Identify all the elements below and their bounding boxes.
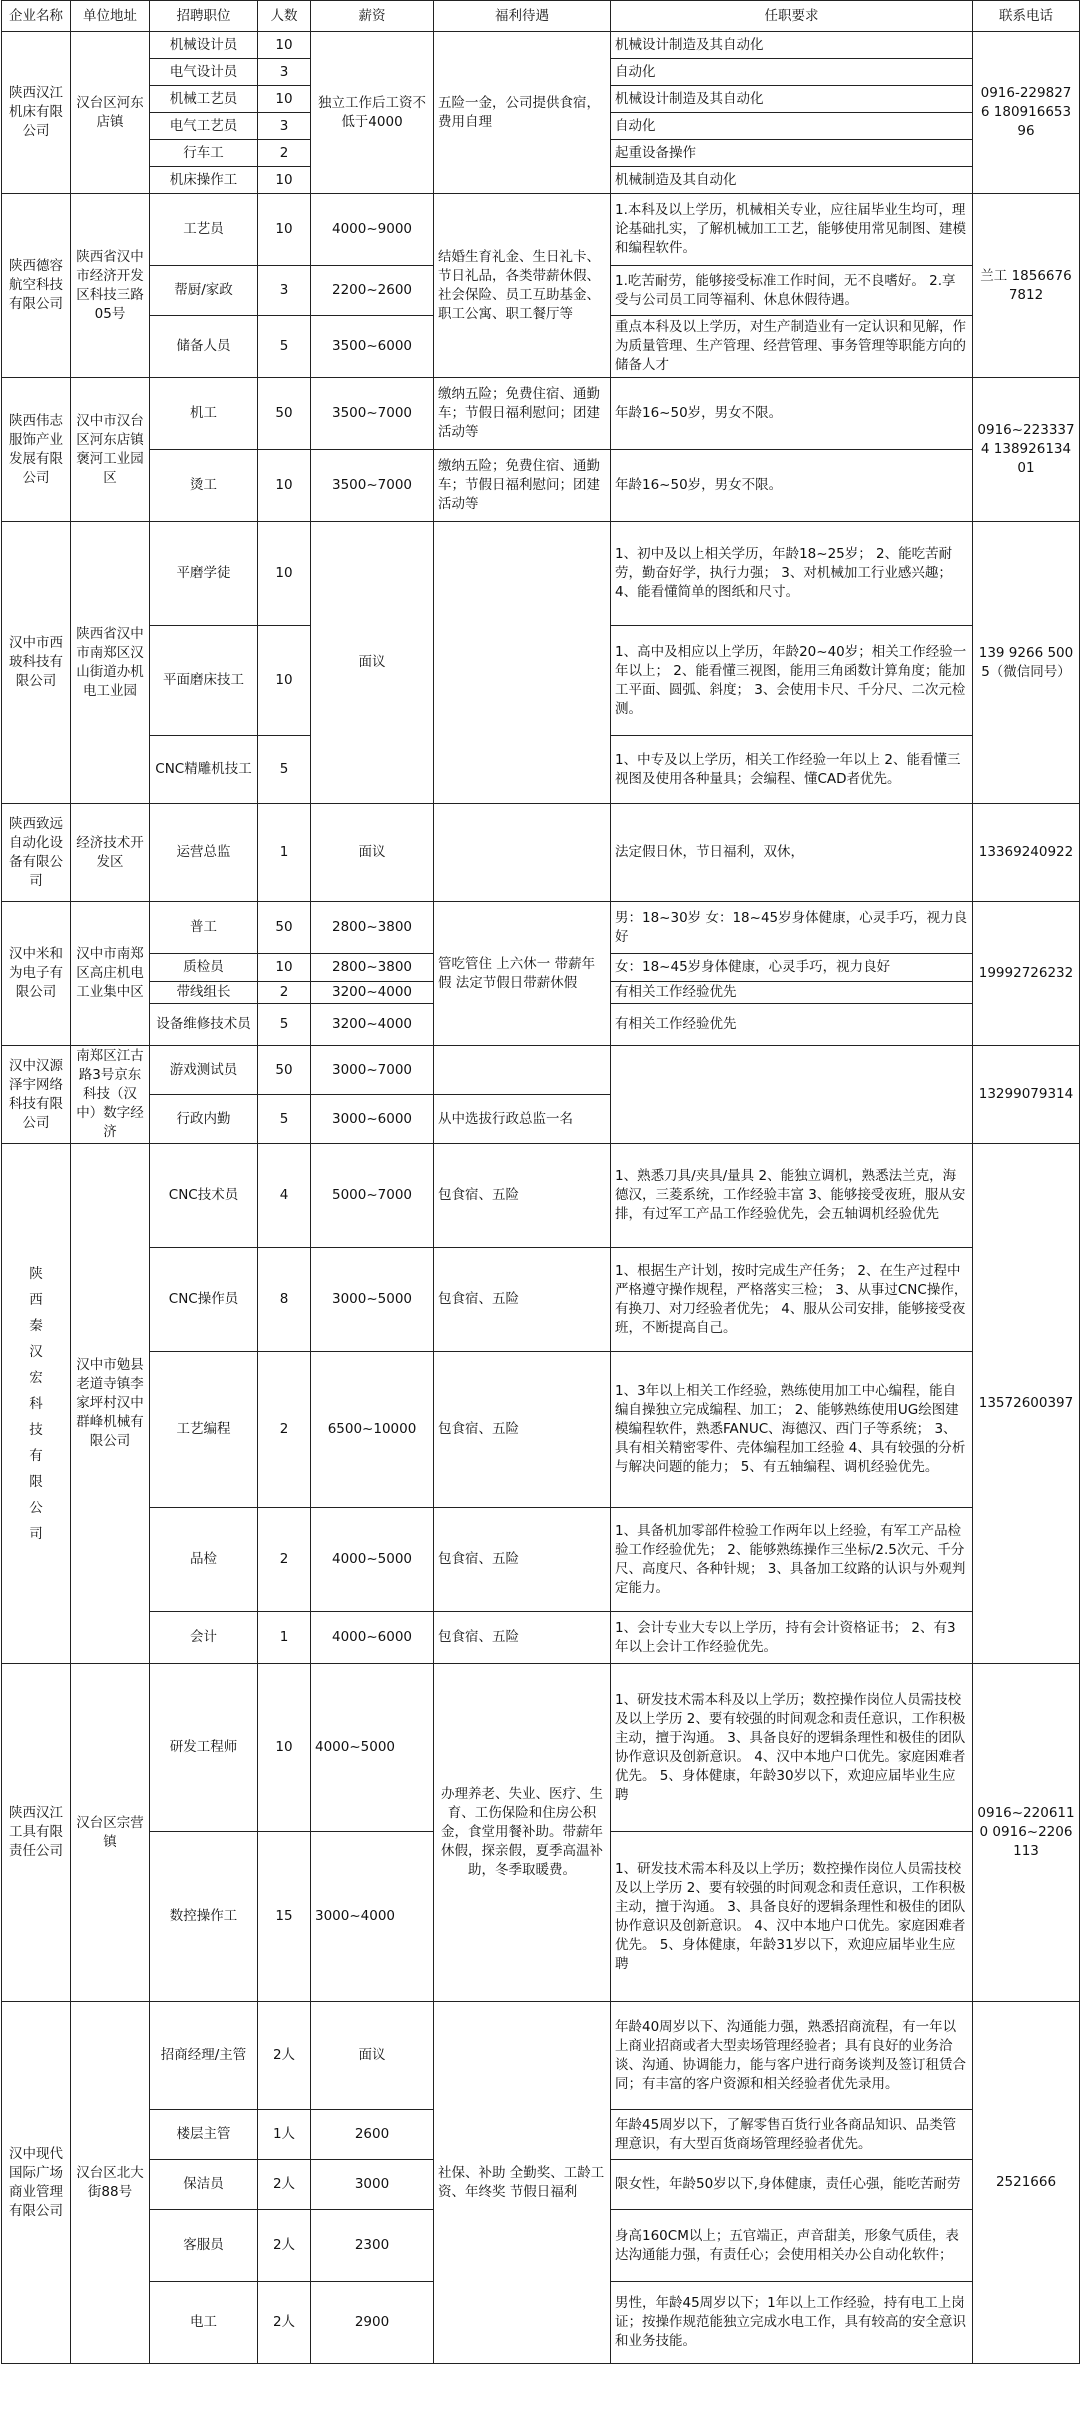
requirement: 1、研发技术需本科及以上学历；数控操作岗位人员需技校及以上学历 2、要有较强的时间观念和责任意识，工作积极主动，擅于沟通。 3、具备良好的逻辑条理性和极佳的团队协作意识及创新意识。 4、汉中本地户口优先。家庭困难者优先。 5、身体健康，年龄30岁以下，欢迎应届毕业生应聘 xyxy=(611,1664,973,1832)
job-title: 工艺编程 xyxy=(150,1352,258,1508)
requirement: 1、高中及相应以上学历，年龄20~40岁；相关工作经验一年以上； 2、能看懂三视图，能用三角函数计算角度；能加工平面、圆弧、斜度； 3、会使用卡尺、千分尺、二次元检测。 xyxy=(611,626,973,736)
job-count: 2人 xyxy=(258,2160,311,2210)
table-row xyxy=(2,32,1080,59)
job-count: 50 xyxy=(258,1046,311,1095)
requirement: 男：18~30岁 女：18~45岁身体健康，心灵手巧，视力良好 xyxy=(611,902,973,954)
welfare: 社保、补助 全勤奖、工龄工资、年终奖 节假日福利 xyxy=(434,2002,611,2364)
header-row xyxy=(2,1,1080,32)
table-row xyxy=(2,450,1080,522)
welfare: 办理养老、失业、医疗、生育、工伤保险和住房公积金，食堂用餐补助。带薪年休假，探亲假，夏季高温补助，冬季取暖费。 xyxy=(434,1664,611,2002)
job-title: 品检 xyxy=(150,1508,258,1612)
table-row xyxy=(2,378,1080,450)
company-address: 汉台区北大街88号 xyxy=(71,2002,150,2364)
salary: 4000~9000 xyxy=(311,194,434,266)
contact-phone: 2521666 xyxy=(973,2002,1080,2364)
job-title: 机床操作工 xyxy=(150,167,258,194)
contact-phone: 13369240922 xyxy=(973,804,1080,902)
job-title: 研发工程师 xyxy=(150,1664,258,1832)
company-name: 汉中现代国际广场商业管理有限公司 xyxy=(2,2002,71,2364)
requirement: 1.吃苦耐劳，能够接受标准工作时间，无不良嗜好。 2.享受与公司员工同等福利、休息休假待遇。 xyxy=(611,266,973,316)
salary: 2900 xyxy=(311,2282,434,2364)
salary: 2300 xyxy=(311,2210,434,2282)
welfare: 包食宿、五险 xyxy=(434,1248,611,1352)
salary: 面议 xyxy=(311,2002,434,2110)
salary: 3000~4000 xyxy=(311,1832,434,2002)
company-name: 汉中市西玻科技有限公司 xyxy=(2,522,71,804)
company-address: 经济技术开发区 xyxy=(71,804,150,902)
requirement: 年龄40周岁以下、沟通能力强，熟悉招商流程，有一年以上商业招商或者大型卖场管理经验者；具有良好的业务洽谈、沟通、协调能力，能与客户进行商务谈判及签订租赁合同；有丰富的客户资源和相关经验者优先录用。 xyxy=(611,2002,973,2110)
contact-phone: 139 9266 5005（微信同号） xyxy=(973,522,1080,804)
salary: 面议 xyxy=(311,804,434,902)
job-title: 电气设计员 xyxy=(150,59,258,86)
job-count: 10 xyxy=(258,86,311,113)
header-salary: 薪资 xyxy=(311,1,434,32)
requirement: 1、中专及以上学历，相关工作经验一年以上 2、能看懂三视图及使用各种量具；会编程、懂CAD者优先。 xyxy=(611,736,973,804)
job-count: 5 xyxy=(258,736,311,804)
requirement: 有相关工作经验优先 xyxy=(611,1004,973,1046)
table-row xyxy=(2,1664,1080,1832)
company-name: 汉中汉源泽宇网络科技有限公司 xyxy=(2,1046,71,1144)
requirement: 1、会计专业大专以上学历，持有会计资格证书； 2、有3年以上会计工作经验优先。 xyxy=(611,1612,973,1664)
job-count: 1人 xyxy=(258,2110,311,2160)
job-title: 机械设计员 xyxy=(150,32,258,59)
job-count: 15 xyxy=(258,1832,311,2002)
job-title: 质检员 xyxy=(150,954,258,982)
salary: 3500~6000 xyxy=(311,316,434,378)
job-title: 数控操作工 xyxy=(150,1832,258,2002)
requirement: 重点本科及以上学历，对生产制造业有一定认识和见解，作为质量管理、生产管理、经营管理、事务管理等职能方向的储备人才 xyxy=(611,316,973,378)
requirement: 限女性，年龄50岁以下,身体健康，责任心强，能吃苦耐劳 xyxy=(611,2160,973,2210)
job-title: 带线组长 xyxy=(150,982,258,1004)
header-company: 企业名称 xyxy=(2,1,71,32)
welfare: 缴纳五险；免费住宿、通勤车；节假日福利慰问；团建活动等 xyxy=(434,450,611,522)
welfare: 包食宿、五险 xyxy=(434,1352,611,1508)
company-address: 汉台区河东店镇 xyxy=(71,32,150,194)
welfare xyxy=(434,804,611,902)
contact-phone: 兰工 18566767812 xyxy=(973,194,1080,378)
salary: 3500~7000 xyxy=(311,378,434,450)
requirement: 年龄45周岁以下，了解零售百货行业各商品知识、品类管理意识，有大型百货商场管理经验者优先。 xyxy=(611,2110,973,2160)
job-title: CNC精雕机技工 xyxy=(150,736,258,804)
company-name xyxy=(2,1144,71,1664)
job-count: 3 xyxy=(258,113,311,140)
job-count: 10 xyxy=(258,32,311,59)
salary: 2200~2600 xyxy=(311,266,434,316)
company-address: 汉中市汉台区河东店镇褒河工业园区 xyxy=(71,378,150,522)
table-row xyxy=(2,522,1080,626)
header-count: 人数 xyxy=(258,1,311,32)
requirement: 1、熟悉刀具/夹具/量具 2、能独立调机，熟悉法兰克，海德汉，三菱系统，工作经验丰富 3、能够接受夜班，服从安排，有过军工产品工作经验优先，会五轴调机经验优先 xyxy=(611,1144,973,1248)
salary: 6500~10000 xyxy=(311,1352,434,1508)
requirement: 机械设计制造及其自动化 xyxy=(611,32,973,59)
job-title: 保洁员 xyxy=(150,2160,258,2210)
job-title: 招商经理/主管 xyxy=(150,2002,258,2110)
job-title: 电气工艺员 xyxy=(150,113,258,140)
requirement: 起重设备操作 xyxy=(611,140,973,167)
header-welfare: 福利待遇 xyxy=(434,1,611,32)
job-count: 1 xyxy=(258,804,311,902)
contact-phone: 13299079314 xyxy=(973,1046,1080,1144)
salary: 3000~6000 xyxy=(311,1095,434,1144)
welfare: 包食宿、五险 xyxy=(434,1508,611,1612)
requirement: 自动化 xyxy=(611,59,973,86)
requirement: 法定假日休，节日福利，双休， xyxy=(611,804,973,902)
table-row xyxy=(2,1612,1080,1664)
recruitment-table xyxy=(1,0,1080,2364)
job-count: 2 xyxy=(258,982,311,1004)
salary: 4000~5000 xyxy=(311,1508,434,1612)
job-title: CNC技术员 xyxy=(150,1144,258,1248)
table-row xyxy=(2,194,1080,266)
welfare xyxy=(434,1046,611,1095)
table-row xyxy=(2,902,1080,954)
job-count: 10 xyxy=(258,626,311,736)
job-count: 2人 xyxy=(258,2002,311,2110)
company-name: 汉中米和为电子有限公司 xyxy=(2,902,71,1046)
job-title: 会计 xyxy=(150,1612,258,1664)
job-title: 平磨学徒 xyxy=(150,522,258,626)
job-title: 储备人员 xyxy=(150,316,258,378)
job-count: 2 xyxy=(258,1508,311,1612)
job-count: 10 xyxy=(258,954,311,982)
salary: 3000 xyxy=(311,2160,434,2210)
table-row xyxy=(2,804,1080,902)
job-count: 10 xyxy=(258,167,311,194)
contact-phone: 19992726232 xyxy=(973,902,1080,1046)
company-address: 陕西省汉中市经济开发区科技三路05号 xyxy=(71,194,150,378)
requirement: 1.本科及以上学历，机械相关专业，应往届毕业生均可，理论基础扎实，了解机械加工工艺，能够使用常见制图、建模和编程软件。 xyxy=(611,194,973,266)
job-count: 3 xyxy=(258,266,311,316)
company-address: 陕西省汉中市南郑区汉山街道办机电工业园 xyxy=(71,522,150,804)
company-address: 汉中市勉县老道寺镇李家坪村汉中群峰机械有限公司 xyxy=(71,1144,150,1664)
job-title: 普工 xyxy=(150,902,258,954)
welfare: 五险一金，公司提供食宿，费用自理 xyxy=(434,32,611,194)
welfare: 缴纳五险；免费住宿、通勤车；节假日福利慰问；团建活动等 xyxy=(434,378,611,450)
job-title: 机械工艺员 xyxy=(150,86,258,113)
requirement: 自动化 xyxy=(611,113,973,140)
job-count: 2人 xyxy=(258,2282,311,2364)
welfare: 包食宿、五险 xyxy=(434,1612,611,1664)
table-row xyxy=(2,1508,1080,1612)
job-count: 10 xyxy=(258,450,311,522)
welfare: 结婚生育礼金、生日礼卡、节日礼品，各类带薪休假、社会保险、员工互助基金、职工公寓、职工餐厅等 xyxy=(434,194,611,378)
salary: 独立工作后工资不低于4000 xyxy=(311,32,434,194)
company-address: 汉台区宗营镇 xyxy=(71,1664,150,2002)
job-count: 5 xyxy=(258,316,311,378)
company-name: 陕西致远自动化设备有限公司 xyxy=(2,804,71,902)
salary: 3200~4000 xyxy=(311,982,434,1004)
job-count: 2 xyxy=(258,140,311,167)
job-count: 5 xyxy=(258,1004,311,1046)
job-title: 楼层主管 xyxy=(150,2110,258,2160)
table-row xyxy=(2,1248,1080,1352)
job-title: 平面磨床技工 xyxy=(150,626,258,736)
salary: 2800~3800 xyxy=(311,954,434,982)
job-title: 机工 xyxy=(150,378,258,450)
job-title: 电工 xyxy=(150,2282,258,2364)
job-count: 4 xyxy=(258,1144,311,1248)
salary: 4000~6000 xyxy=(311,1612,434,1664)
salary: 3200~4000 xyxy=(311,1004,434,1046)
welfare: 包食宿、五险 xyxy=(434,1144,611,1248)
welfare: 从中选拔行政总监一名 xyxy=(434,1095,611,1144)
salary: 面议 xyxy=(311,522,434,804)
company-address: 南郑区江古路3号京东科技（汉中）数字经济 xyxy=(71,1046,150,1144)
header-position: 招聘职位 xyxy=(150,1,258,32)
job-title: 设备维修技术员 xyxy=(150,1004,258,1046)
contact-phone: 0916~2206110 0916~2206113 xyxy=(973,1664,1080,2002)
requirement: 机械制造及其自动化 xyxy=(611,167,973,194)
requirement: 年龄16~50岁，男女不限。 xyxy=(611,450,973,522)
company-name-text: 陕西秦汉宏科技有限公司 xyxy=(29,1265,43,1542)
header-address: 单位地址 xyxy=(71,1,150,32)
salary: 5000~7000 xyxy=(311,1144,434,1248)
job-count: 1 xyxy=(258,1612,311,1664)
company-name: 陕西德容航空科技有限公司 xyxy=(2,194,71,378)
job-title: CNC操作员 xyxy=(150,1248,258,1352)
requirement: 1、研发技术需本科及以上学历；数控操作岗位人员需技校及以上学历 2、要有较强的时间观念和责任意识，工作积极主动，擅于沟通。 3、具备良好的逻辑条理性和极佳的团队协作意识及创新意识。 4、汉中本地户口优先。家庭困难者优先。 5、身体健康，年龄31岁以下，欢迎应届毕业生应聘 xyxy=(611,1832,973,2002)
salary: 2800~3800 xyxy=(311,902,434,954)
job-title: 工艺员 xyxy=(150,194,258,266)
requirement: 女：18~45岁身体健康，心灵手巧，视力良好 xyxy=(611,954,973,982)
requirement: 机械设计制造及其自动化 xyxy=(611,86,973,113)
job-count: 2 xyxy=(258,1352,311,1508)
salary: 3500~7000 xyxy=(311,450,434,522)
requirement: 1、初中及以上相关学历，年龄18~25岁； 2、能吃苦耐劳，勤奋好学，执行力强； 3、对机械加工行业感兴趣； 4、能看懂简单的图纸和尺寸。 xyxy=(611,522,973,626)
job-title: 客服员 xyxy=(150,2210,258,2282)
job-count: 3 xyxy=(258,59,311,86)
company-name: 陕西伟志服饰产业发展有限公司 xyxy=(2,378,71,522)
job-count: 8 xyxy=(258,1248,311,1352)
job-count: 2人 xyxy=(258,2210,311,2282)
contact-phone: 0916~2233374 13892613401 xyxy=(973,378,1080,522)
table-row xyxy=(2,2002,1080,2110)
job-count: 50 xyxy=(258,378,311,450)
salary: 3000~5000 xyxy=(311,1248,434,1352)
requirement: 身高160CM以上；五官端正，声音甜美，形象气质佳，表达沟通能力强，有责任心；会使用相关办公自动化软件； xyxy=(611,2210,973,2282)
requirement: 有相关工作经验优先 xyxy=(611,982,973,1004)
job-title: 游戏测试员 xyxy=(150,1046,258,1095)
table-row xyxy=(2,1144,1080,1248)
welfare: 管吃管住 上六休一 带薪年假 法定节假日带薪休假 xyxy=(434,902,611,1046)
table-row xyxy=(2,1352,1080,1508)
requirement: 男性，年龄45周岁以下；1年以上工作经验，持有电工上岗证；按操作规范能独立完成水电工作，具有较高的安全意识和业务技能。 xyxy=(611,2282,973,2364)
header-requirements: 任职要求 xyxy=(611,1,973,32)
requirement: 1、具备机加零部件检验工作两年以上经验，有军工产品检验工作经验优先； 2、能够熟练操作三坐标/2.5次元、千分尺、高度尺、各种针规； 3、具备加工纹路的认识与外观判定能力。 xyxy=(611,1508,973,1612)
job-title: 烫工 xyxy=(150,450,258,522)
job-title: 帮厨/家政 xyxy=(150,266,258,316)
job-count: 10 xyxy=(258,1664,311,1832)
salary: 3000~7000 xyxy=(311,1046,434,1095)
job-count: 10 xyxy=(258,522,311,626)
contact-phone: 13572600397 xyxy=(973,1144,1080,1664)
job-count: 10 xyxy=(258,194,311,266)
job-count: 5 xyxy=(258,1095,311,1144)
welfare xyxy=(434,522,611,804)
company-name: 陕西汉江机床有限公司 xyxy=(2,32,71,194)
requirement xyxy=(611,1046,973,1144)
company-address: 汉中市南郑区高庄机电工业集中区 xyxy=(71,902,150,1046)
job-title: 行车工 xyxy=(150,140,258,167)
salary: 2600 xyxy=(311,2110,434,2160)
contact-phone: 0916-2298276 18091665396 xyxy=(973,32,1080,194)
job-title: 运营总监 xyxy=(150,804,258,902)
job-title: 行政内勤 xyxy=(150,1095,258,1144)
requirement: 1、根据生产计划，按时完成生产任务； 2、在生产过程中严格遵守操作规程，严格落实三检； 3、从事过CNC操作，有换刀、对刀经验者优先； 4、服从公司安排，能够接受夜班，不断提高自己。 xyxy=(611,1248,973,1352)
job-count: 50 xyxy=(258,902,311,954)
requirement: 年龄16~50岁，男女不限。 xyxy=(611,378,973,450)
requirement: 1、3年以上相关工作经验，熟练使用加工中心编程，能自编自操独立完成编程、加工； 2、能够熟练使用UG绘图建模编程软件，熟悉FANUC、海德汉、西门子等系统； 3、具有相关精密零件、壳体编程加工经验 4、具有较强的分析与解决问题的能力； 5、有五轴编程、调机经验优先。 xyxy=(611,1352,973,1508)
company-name: 陕西汉江工具有限责任公司 xyxy=(2,1664,71,2002)
table-row xyxy=(2,1046,1080,1095)
header-phone: 联系电话 xyxy=(973,1,1080,32)
salary: 4000~5000 xyxy=(311,1664,434,1832)
